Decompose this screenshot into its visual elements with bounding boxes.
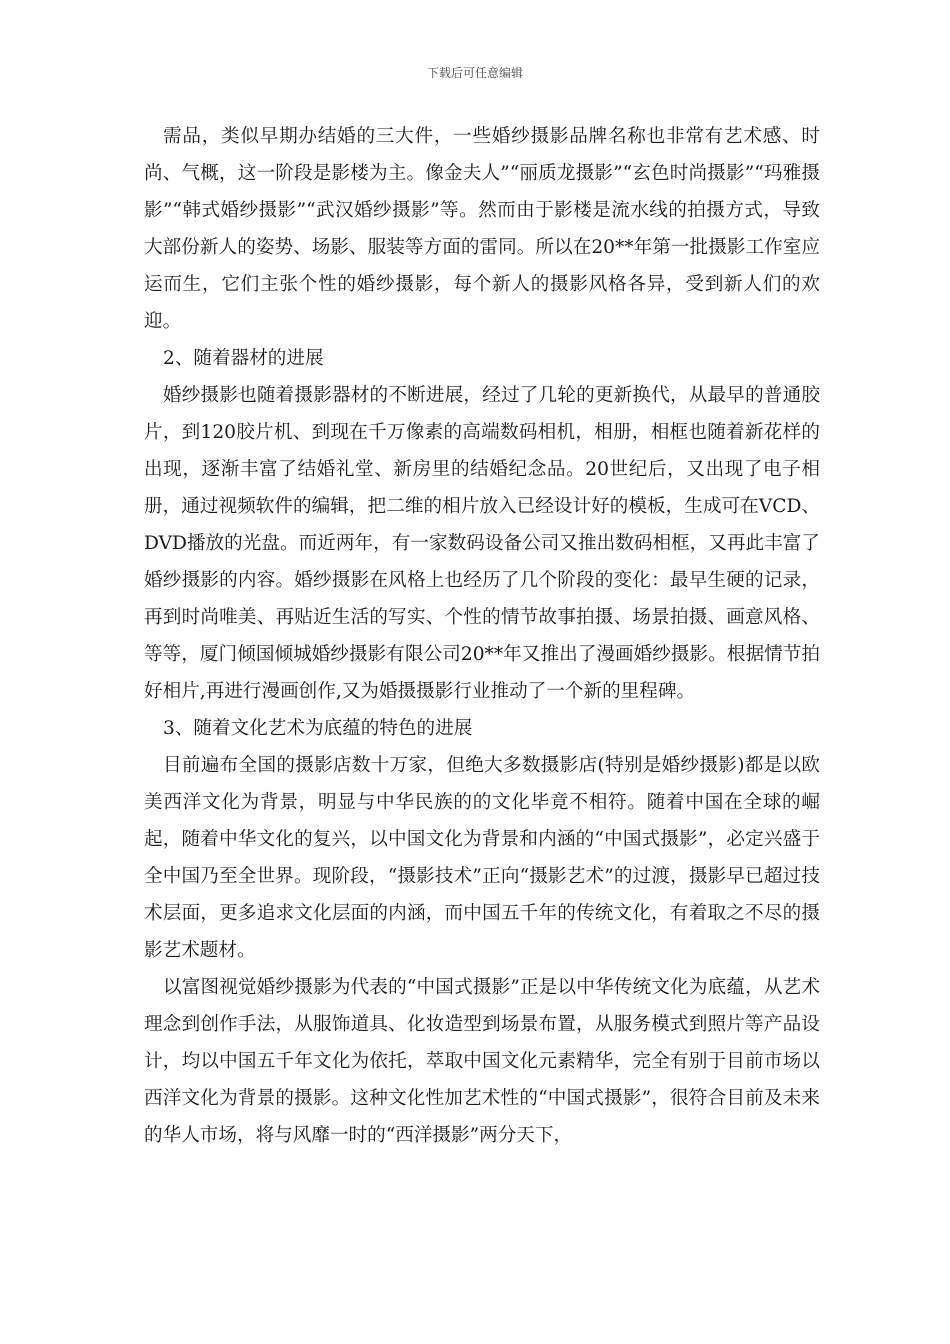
section-heading-3: 3、随着文化艺术为底蕴的特色的进展 [163,718,473,739]
section-heading-2: 2、随着器材的进展 [163,348,324,369]
paragraph-2: 婚纱摄影也随着摄影器材的不断进展，经过了几轮的更新换代，从最早的普通胶片，到120胶片机、到现在千万像素的高端数码相机，相册，相框也随着新花样的出现，逐渐丰富了结婚礼堂、新房里的结婚纪念品。20世纪后，又出现了电子相册，通过视频软件的编辑，把二维的相片放入已经设计好的模板，生成可在VCD、DVD播放的光盘。而近两年，有一家数码设备公司又推出数码相框，又再此丰富了婚纱摄影的内容。婚纱摄影在风格上也经历了几个阶段的变化：最早生硬的记录，再到时尚唯美、再贴近生活的写实、个性的情节故事拍摄、场景拍摄、画意风格、等等，厦门倾国倾城婚纱摄影有限公司20**年又推出了漫画婚纱摄影。根据情节拍好相片,再进行漫画创作,又为婚摄摄影行业推动了一个新的里程碑。 [144,385,820,702]
paragraph-3: 目前遍布全国的摄影店数十万家，但绝大多数摄影店(特别是婚纱摄影)都是以欧美西洋文化为背景，明显与中华民族的的文化毕竟不相符。随着中国在全球的崛起，随着中华文化的复兴，以中国文化为背景和内涵的“中国式摄影”，必定兴盛于全中国乃至全世界。现阶段，“摄影技术”正向“摄影艺术”的过渡，摄影早已超过技术层面，更多追求文化层面的内涵，而中国五千年的传统文化，有着取之不尽的摄影艺术题材。 [144,755,820,961]
page-header: 下载后可任意编辑 [426,66,523,80]
paragraph-1: 需品，类似早期办结婚的三大件，一些婚纱摄影品牌名称也非常有艺术感、时尚、气概，这一阶段是影楼为主。像金夫人”“丽质龙摄影”“玄色时尚摄影”“玛雅摄影”“韩式婚纱摄影”“武汉婚纱摄影”等。然而由于影楼是流水线的拍摄方式，导致大部份新人的姿势、场影、服装等方面的雷同。所以在20**年第一批摄影工作室应运而生，它们主张个性的婚纱摄影，每个新人的摄影风格各异，受到新人们的欢迎。 [144,126,820,332]
paragraph-4: 以富图视觉婚纱摄影为代表的“中国式摄影”正是以中华传统文化为底蕴，从艺术理念到创作手法，从服饰道具、化妆造型到场景布置，从服务模式到照片等产品设计，均以中国五千年文化为依托，萃取中国文化元素精华，完全有别于目前市场以西洋文化为背景的摄影。这种文化性加艺术性的“中国式摄影”，很符合目前及未来的华人市场，将与风靡一时的“西洋摄影”两分天下， [144,977,820,1146]
document-body [144,118,820,1154]
